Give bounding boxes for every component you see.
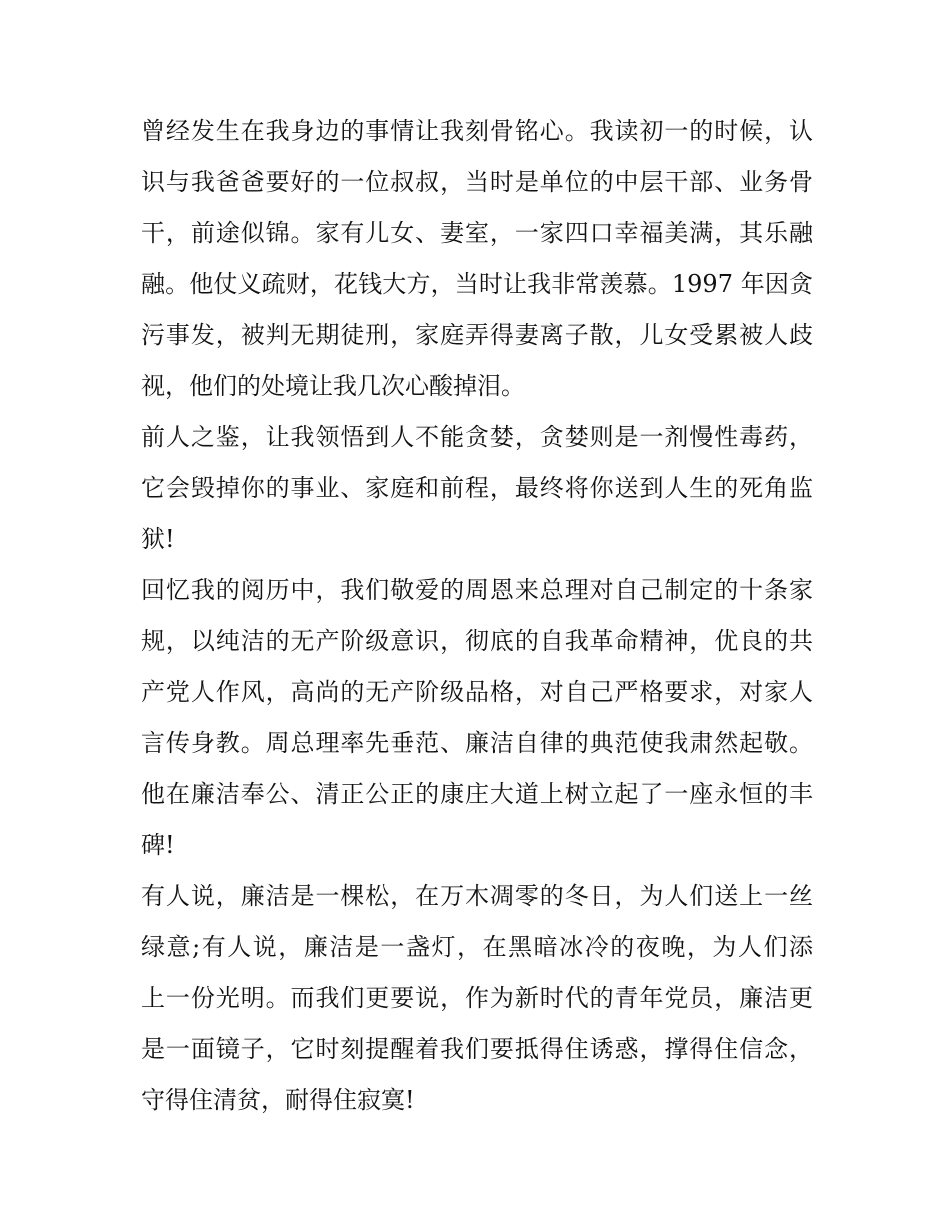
text-line: 上一份光明。而我们更要说，作为新时代的青年党员，廉洁更: [141, 984, 813, 1012]
text-line: 视，他们的处境让我几次心酸掉泪。: [141, 372, 525, 400]
text-line: 前人之鉴，让我领悟到人不能贪婪，贪婪则是一剂慢性毒药，: [141, 423, 813, 451]
text-line: 规，以纯洁的无产阶级意识，彻底的自我革命精神，优良的共: [141, 627, 813, 655]
text-line: 识与我爸爸要好的一位叔叔，当时是单位的中层干部、业务骨: [141, 168, 813, 196]
text-line: 曾经发生在我身边的事情让我刻骨铭心。我读初一的时候，认: [141, 117, 813, 145]
paragraph-lesson: [141, 412, 813, 565]
text-line: 有人说，廉洁是一棵松，在万木凋零的冬日，为人们送上一丝: [141, 882, 813, 910]
text-line: 融。他仗义疏财，花钱大方，当时让我非常羡慕。1997 年因贪: [141, 270, 813, 298]
text-line: 它会毁掉你的事业、家庭和前程，最终将你送到人生的死角监: [141, 474, 813, 502]
text-line: 干，前途似锦。家有儿女、妻室，一家四口幸福美满，其乐融: [141, 219, 813, 247]
text-line: 守得住清贫，耐得住寂寞!: [141, 1086, 415, 1114]
text-line: 是一面镜子，它时刻提醒着我们要抵得住诱惑，撑得住信念，: [141, 1035, 813, 1063]
text-line: 绿意;有人说，廉洁是一盏灯，在黑暗冰冷的夜晚，为人们添: [141, 933, 813, 961]
text-line: 产党人作风，高尚的无产阶级品格，对自己严格要求，对家人: [141, 678, 813, 706]
text-line: 污事发，被判无期徒刑，家庭弄得妻离子散，儿女受累被人歧: [141, 321, 813, 349]
paragraph-zhou-enlai: [141, 565, 813, 871]
text-line: 言传身教。周总理率先垂范、廉洁自律的典范使我肃然起敬。: [141, 729, 813, 757]
paragraph-integrity-metaphors: [141, 871, 813, 1126]
text-line: 狱!: [141, 525, 175, 553]
document-body: [141, 106, 813, 1126]
text-line: 碑!: [141, 831, 175, 859]
text-line: 他在廉洁奉公、清正公正的康庄大道上树立起了一座永恒的丰: [141, 780, 813, 808]
text-line: 回忆我的阅历中，我们敬爱的周恩来总理对自己制定的十条家: [141, 576, 813, 604]
paragraph-personal-story: [141, 106, 813, 412]
